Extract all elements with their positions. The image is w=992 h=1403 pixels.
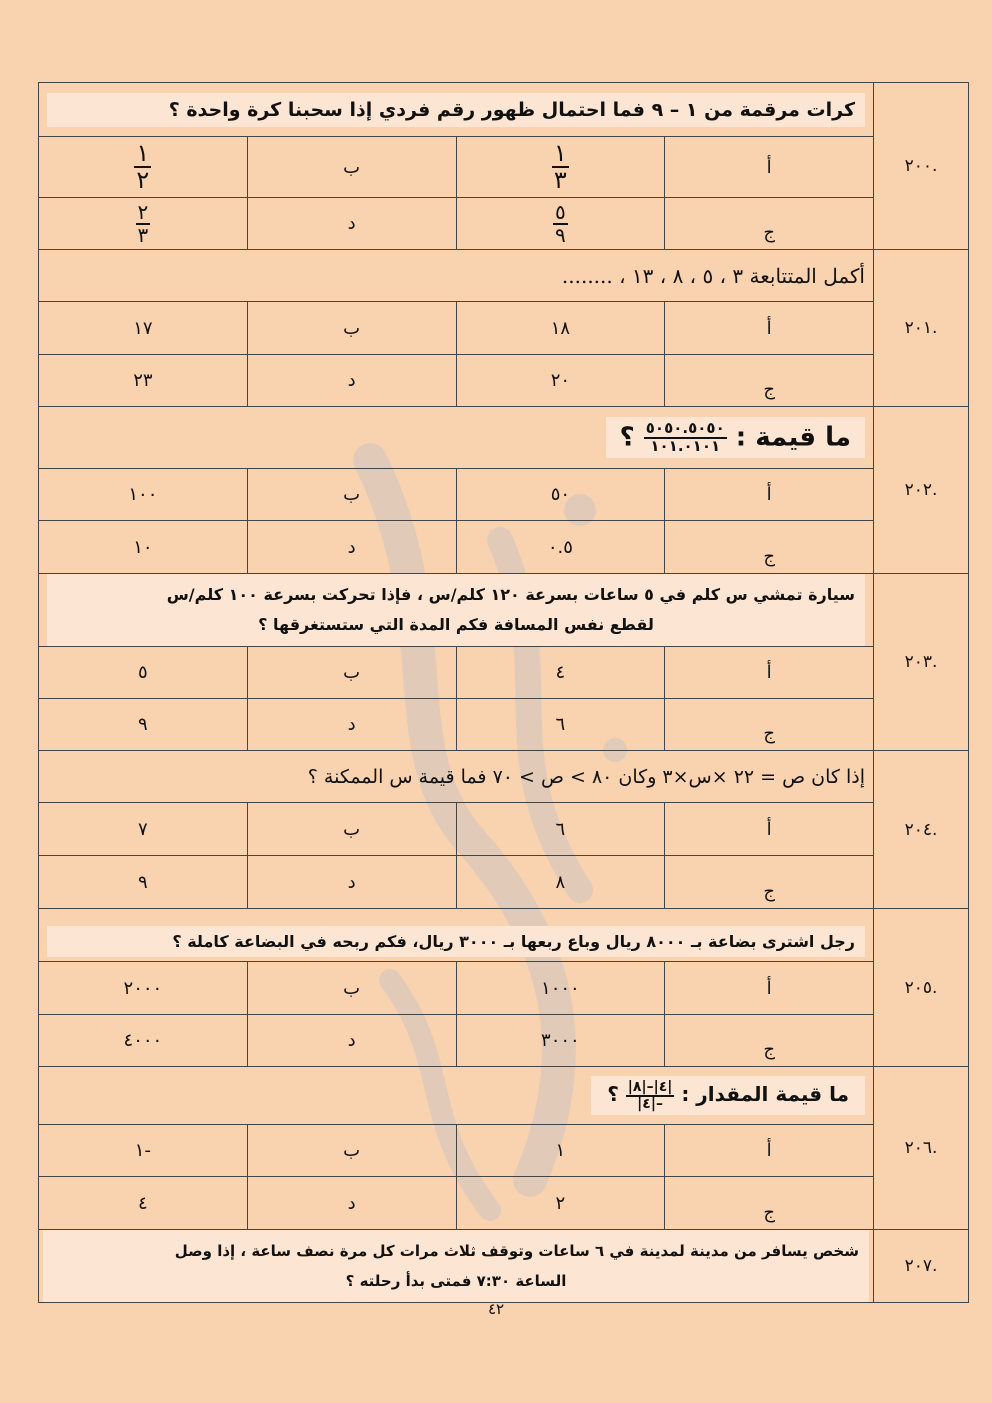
fraction: $\frac{٥}{٩}$ bbox=[555, 199, 566, 247]
option-label-d: د bbox=[247, 521, 456, 574]
option-label-a: أ bbox=[665, 803, 874, 856]
option-label-b: ب bbox=[247, 962, 456, 1015]
option-d[interactable]: ٢٣ bbox=[39, 355, 248, 407]
option-label-a: أ bbox=[665, 469, 874, 521]
option-d[interactable] bbox=[39, 198, 248, 250]
option-label-b: ب bbox=[247, 647, 456, 699]
question-number: .٢٠٢ bbox=[874, 407, 969, 574]
option-label-c: ج bbox=[665, 198, 874, 250]
option-label-a: أ bbox=[665, 137, 874, 198]
question-number: .٢٠٥ bbox=[874, 909, 969, 1067]
option-label-c: ج bbox=[665, 699, 874, 751]
question-stem: رجل اشترى بضاعة بـ ٨٠٠٠ ريال وباع ربعها بـ ٣٠٠٠ ريال، فكم ربحه في البضاعة كاملة ؟ bbox=[47, 926, 865, 957]
option-label-b: ب bbox=[247, 469, 456, 521]
option-c[interactable]: ٨ bbox=[456, 856, 665, 909]
question-stem: شخص يسافر من مدينة لمدينة في ٦ ساعات وتوقف ثلاث مرات كل مرة نصف ساعة ، إذا وصل الساعة ٧:٣٠ فمتى بدأ رحلته ؟ bbox=[43, 1230, 869, 1302]
option-label-c: ج bbox=[665, 1177, 874, 1230]
option-b[interactable]: ١٠٠ bbox=[39, 469, 248, 521]
option-label-c: ج bbox=[665, 521, 874, 574]
question-stem: كرات مرقمة من ١ – ٩ فما احتمال ظهور رقم فردي إذا سحبنا كرة واحدة ؟ bbox=[47, 93, 865, 127]
option-label-c: ج bbox=[665, 1015, 874, 1067]
option-a[interactable]: ١ bbox=[456, 1125, 665, 1177]
option-label-b: ب bbox=[247, 137, 456, 198]
fraction: $\frac{|٤|-|٨|}{-|٤|}$ bbox=[627, 1078, 673, 1112]
question-stem: أكمل المتتابعة ٣ ، ٥ ، ٨ ، ١٣ ، ........ bbox=[39, 250, 874, 302]
option-b[interactable]: ٧ bbox=[39, 803, 248, 856]
option-label-d: د bbox=[247, 1177, 456, 1230]
question-number: .٢٠٠ bbox=[874, 83, 969, 250]
option-b[interactable]: -١ bbox=[39, 1125, 248, 1177]
option-a[interactable] bbox=[456, 137, 665, 198]
question-number: .٢٠٧ bbox=[874, 1230, 969, 1303]
fraction: $\frac{٥٠٥٠.٥٠٥٠}{١٠١.٠١٠١}$ bbox=[645, 418, 725, 455]
question-number: .٢٠٤ bbox=[874, 751, 969, 909]
questions-table bbox=[38, 82, 969, 1303]
option-d[interactable]: ٤٠٠٠ bbox=[39, 1015, 248, 1067]
option-label-a: أ bbox=[665, 962, 874, 1015]
option-label-d: د bbox=[247, 1015, 456, 1067]
option-a[interactable]: ٦ bbox=[456, 803, 665, 856]
question-number: .٢٠٦ bbox=[874, 1067, 969, 1230]
fraction: $\frac{١}{٣}$ bbox=[553, 138, 567, 194]
option-d[interactable]: ٤ bbox=[39, 1177, 248, 1230]
option-a[interactable]: ٥٠ bbox=[456, 469, 665, 521]
option-label-c: ج bbox=[665, 856, 874, 909]
option-c[interactable]: ٠.٥ bbox=[456, 521, 665, 574]
option-c[interactable]: ٣٠٠٠ bbox=[456, 1015, 665, 1067]
option-c[interactable]: ٦ bbox=[456, 699, 665, 751]
option-a[interactable]: ٤ bbox=[456, 647, 665, 699]
option-b[interactable]: ١٧ bbox=[39, 302, 248, 355]
option-b[interactable] bbox=[39, 137, 248, 198]
question-stem: إذا كان ص = ٢٢ ×س×٣ وكان ٨٠ > ص > ٧٠ فما قيمة س الممكنة ؟ bbox=[39, 751, 874, 803]
question-stem: سيارة تمشي س كلم في ٥ ساعات بسرعة ١٢٠ كلم/س ، فإذا تحركت بسرعة ١٠٠ كلم/س لقطع نفس المسافة فكم المدة التي ستستغرقها ؟ bbox=[47, 574, 865, 646]
option-a[interactable]: ١٠٠٠ bbox=[456, 962, 665, 1015]
option-label-b: ب bbox=[247, 1125, 456, 1177]
option-c[interactable]: ٢٠ bbox=[456, 355, 665, 407]
question-stem: ما قيمة المقدار : $\frac{|٤|-|٨|}{-|٤|}$ ؟ bbox=[591, 1076, 865, 1115]
option-label-a: أ bbox=[665, 1125, 874, 1177]
option-c[interactable]: ٢ bbox=[456, 1177, 665, 1230]
option-c[interactable] bbox=[456, 198, 665, 250]
option-label-a: أ bbox=[665, 302, 874, 355]
option-label-a: أ bbox=[665, 647, 874, 699]
option-label-b: ب bbox=[247, 302, 456, 355]
question-sheet bbox=[38, 82, 969, 1303]
option-label-d: د bbox=[247, 355, 456, 407]
page-number: ٤٢ bbox=[487, 1300, 505, 1318]
option-label-d: د bbox=[247, 856, 456, 909]
question-number: .٢٠٣ bbox=[874, 574, 969, 751]
option-d[interactable]: ٩ bbox=[39, 699, 248, 751]
option-label-d: د bbox=[247, 699, 456, 751]
fraction: $\frac{٢}{٣}$ bbox=[137, 199, 149, 247]
option-d[interactable]: ١٠ bbox=[39, 521, 248, 574]
question-number: .٢٠١ bbox=[874, 250, 969, 407]
question-stem: ما قيمة : $\frac{٥٠٥٠.٥٠٥٠}{١٠١.٠١٠١}$ ؟ bbox=[606, 417, 865, 459]
option-d[interactable]: ٩ bbox=[39, 856, 248, 909]
option-a[interactable]: ١٨ bbox=[456, 302, 665, 355]
option-b[interactable]: ٥ bbox=[39, 647, 248, 699]
option-b[interactable]: ٢٠٠٠ bbox=[39, 962, 248, 1015]
option-label-c: ج bbox=[665, 355, 874, 407]
option-label-d: د bbox=[247, 198, 456, 250]
fraction: $\frac{١}{٢}$ bbox=[136, 138, 150, 194]
option-label-b: ب bbox=[247, 803, 456, 856]
